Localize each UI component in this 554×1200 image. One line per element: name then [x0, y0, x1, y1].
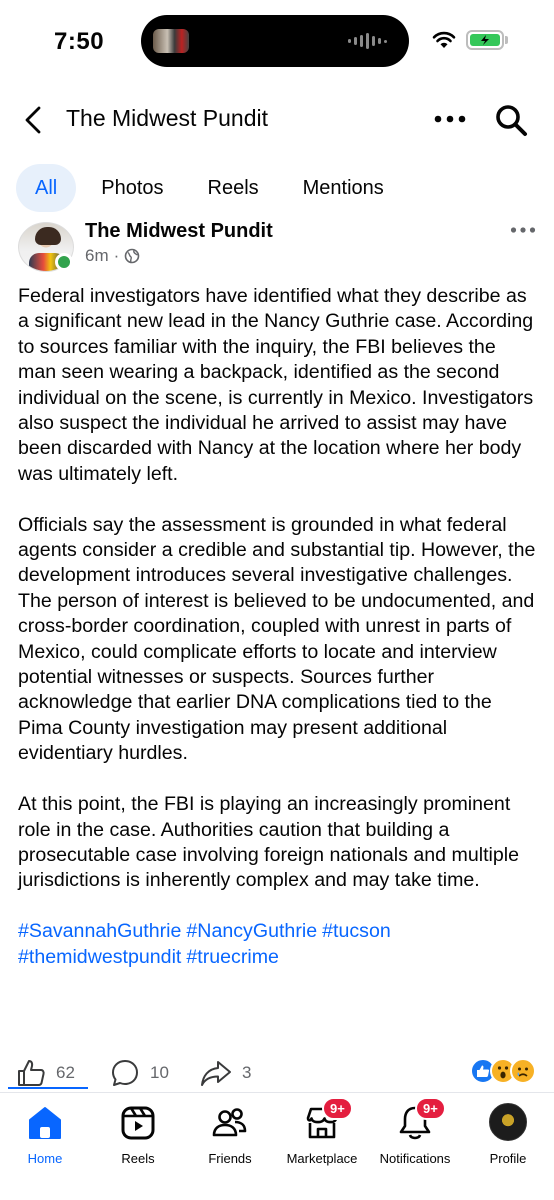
hashtag-link[interactable]: #tucson: [322, 920, 391, 943]
comment-icon: [110, 1058, 140, 1088]
post-paragraph: At this point, the FBI is playing an increasingly prominent role in the case. Authorities caution that building a prosecutable case involving foreign nationals and multiple jurisdictions is inherently complex and may take time.: [18, 793, 520, 892]
page-header: [0, 95, 554, 145]
post-actions-row: [0, 1054, 554, 1090]
post-hashtags: [18, 919, 538, 970]
thumbs-up-icon: [16, 1058, 46, 1088]
tab-all[interactable]: All: [16, 164, 76, 212]
post-author-name[interactable]: The Midwest Pundit: [85, 220, 273, 242]
hashtag-link[interactable]: #NancyGuthrie: [186, 920, 318, 943]
tab-reels[interactable]: Reels: [207, 177, 259, 199]
nav-home[interactable]: [0, 1103, 90, 1166]
comment-count: 10: [150, 1063, 169, 1082]
comment-button[interactable]: [110, 1058, 169, 1088]
online-status-dot: [55, 253, 73, 271]
search-icon[interactable]: [494, 103, 528, 137]
nav-reels[interactable]: [93, 1103, 183, 1166]
nav-profile[interactable]: [463, 1103, 553, 1166]
status-time: 7:50: [54, 28, 105, 55]
nav-label: Reels: [121, 1151, 155, 1166]
back-arrow-icon[interactable]: [20, 105, 48, 135]
notifications-badge: 9+: [415, 1097, 446, 1120]
post-paragraph: Officials say the assessment is grounded in what federal agents consider a credible and substantial tip. However, the development introduces several investigative challenges. The person of interest is believed to be undocumented, and cross-border coordination, coupled with unrest in parts of Mexico, could complicate efforts to locate and interview potential witnesses or suspects. Sources further acknowledge that earlier DNA complications tied to the Pima County investigation may present additional evidentiary hurdles.: [18, 513, 536, 765]
share-button[interactable]: [200, 1058, 251, 1088]
sad-reaction-icon: [510, 1058, 536, 1084]
meta-separator: ·: [113, 246, 120, 265]
reels-icon: [118, 1103, 158, 1143]
nav-label: Profile: [489, 1151, 527, 1166]
page-title: The Midwest Pundit: [66, 105, 268, 131]
share-count: 3: [242, 1063, 252, 1082]
now-playing-thumbnail: [153, 29, 189, 53]
battery-icon: [466, 30, 504, 50]
hashtag-link[interactable]: #truecrime: [186, 945, 279, 968]
globe-icon: [124, 248, 140, 264]
wifi-icon: [432, 31, 456, 49]
like-button[interactable]: [16, 1058, 75, 1088]
tab-mentions[interactable]: Mentions: [302, 177, 384, 199]
post-options-icon[interactable]: [510, 226, 536, 234]
audio-wave-icon: [348, 33, 387, 49]
nav-marketplace[interactable]: [277, 1103, 367, 1166]
status-bar: [0, 0, 554, 80]
profile-tabs: [16, 163, 409, 213]
more-options-icon[interactable]: [432, 109, 468, 129]
post-body: [18, 284, 538, 970]
home-icon: [25, 1103, 65, 1143]
friends-icon: [210, 1103, 250, 1143]
profile-avatar: [489, 1103, 527, 1141]
nav-label: Friends: [208, 1151, 252, 1166]
share-icon: [200, 1058, 232, 1088]
nav-notifications[interactable]: [370, 1103, 460, 1166]
post-timestamp[interactable]: 6m: [85, 246, 109, 265]
nav-label: Marketplace: [286, 1151, 358, 1166]
tab-photos[interactable]: Photos: [101, 177, 164, 199]
reaction-summary[interactable]: [470, 1058, 536, 1084]
hashtag-link[interactable]: #themidwestpundit: [18, 945, 182, 968]
post-meta: [85, 246, 140, 266]
like-underline: [8, 1087, 88, 1089]
post-paragraph: Federal investigators have identified what they describe as a significant new lead in the Nancy Guthrie case. According to sources familiar with the inquiry, the FBI believes the man seen wearing a backpack, identified as the second individual on the scene, is currently in Mexico. Investigators also suspect the individual he arrived to assist may have been discarded with Nancy at the location where her body was ultimately left.: [18, 285, 534, 485]
like-count: 62: [56, 1063, 75, 1082]
nav-friends[interactable]: [185, 1103, 275, 1166]
dynamic-island[interactable]: [141, 15, 409, 67]
bottom-navigation: [0, 1092, 554, 1200]
battery-tip: [505, 36, 508, 44]
marketplace-badge: 9+: [322, 1097, 353, 1120]
nav-label: Notifications: [379, 1151, 451, 1166]
nav-label: Home: [27, 1151, 63, 1166]
hashtag-link[interactable]: #SavannahGuthrie: [18, 920, 182, 943]
